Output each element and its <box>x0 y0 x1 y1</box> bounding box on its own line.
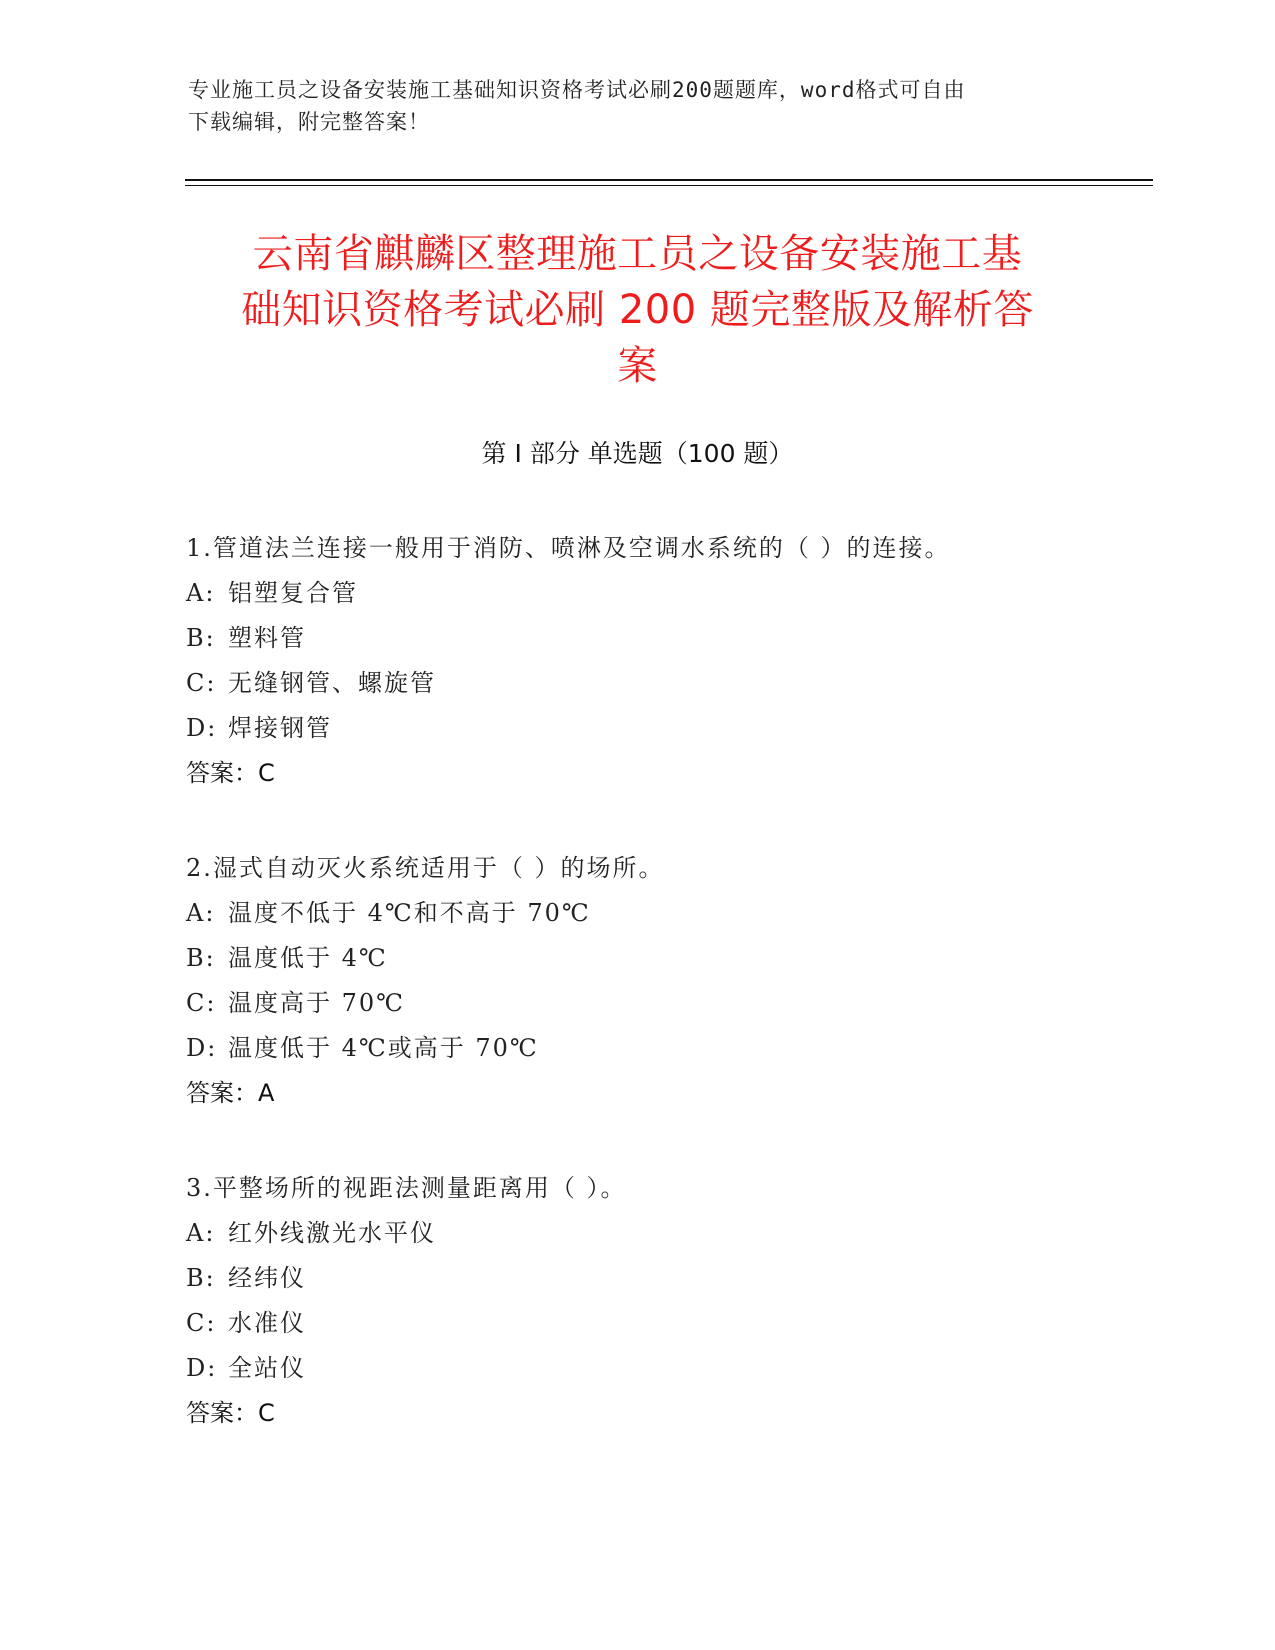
question-list <box>186 526 1136 1486</box>
header-divider-thin <box>185 185 1153 186</box>
question-stem: 3.平整场所的视距法测量距离用（ ）。 <box>186 1174 627 1202</box>
option-d <box>186 1026 1136 1071</box>
option-text: 温度不低于 4℃和不高于 70℃ <box>228 899 591 927</box>
option-text: 温度高于 70℃ <box>228 989 406 1017</box>
document-title <box>185 226 1090 394</box>
option-text: 无缝钢管、螺旋管 <box>228 669 436 697</box>
header-divider-thick <box>185 179 1153 181</box>
document-title-line-3: 案 <box>617 343 658 389</box>
question-item <box>186 526 1136 796</box>
header-note-line-2: 下载编辑，附完整答案！ <box>188 110 430 134</box>
option-label: A: <box>186 1219 216 1247</box>
option-b <box>186 1256 1136 1301</box>
option-label: B: <box>186 1264 216 1292</box>
option-a <box>186 1211 1136 1256</box>
option-label: A: <box>186 899 216 927</box>
question-stem: 1.管道法兰连接一般用于消防、喷淋及空调水系统的（ ）的连接。 <box>186 534 951 562</box>
option-text: 全站仪 <box>228 1354 306 1382</box>
option-label: D: <box>186 714 218 742</box>
option-label: C: <box>186 669 217 697</box>
option-b <box>186 616 1136 661</box>
option-d <box>186 706 1136 751</box>
option-a <box>186 891 1136 936</box>
option-label: C: <box>186 1309 217 1337</box>
option-d <box>186 1346 1136 1391</box>
question-item <box>186 1166 1136 1436</box>
option-label: B: <box>186 944 216 972</box>
section-title: 第 I 部分 单选题（100 题） <box>481 439 794 468</box>
option-text: 温度低于 4℃或高于 70℃ <box>228 1034 539 1062</box>
option-text: 铝塑复合管 <box>228 579 358 607</box>
header-note-line-1: 专业施工员之设备安装施工基础知识资格考试必刷200题题库，word格式可自由 <box>188 78 966 102</box>
answer-text: 答案：C <box>186 759 275 787</box>
option-text: 红外线激光水平仪 <box>228 1219 436 1247</box>
answer-text: 答案：C <box>186 1399 275 1427</box>
option-text: 焊接钢管 <box>228 714 332 742</box>
document-title-line-2: 础知识资格考试必刷 200 题完整版及解析答 <box>241 287 1034 333</box>
answer-text: 答案：A <box>186 1079 275 1107</box>
document-title-line-1: 云南省麒麟区整理施工员之设备安装施工基 <box>252 231 1023 277</box>
option-text: 塑料管 <box>228 624 306 652</box>
option-label: D: <box>186 1354 218 1382</box>
option-label: B: <box>186 624 216 652</box>
option-a <box>186 571 1136 616</box>
option-c <box>186 981 1136 1026</box>
option-b <box>186 936 1136 981</box>
question-stem: 2.湿式自动灭火系统适用于（ ）的场所。 <box>186 854 665 882</box>
option-label: A: <box>186 579 216 607</box>
header-note <box>188 74 1088 138</box>
option-text: 水准仪 <box>228 1309 306 1337</box>
option-c <box>186 661 1136 706</box>
option-label: C: <box>186 989 217 1017</box>
option-text: 经纬仪 <box>228 1264 306 1292</box>
option-c <box>186 1301 1136 1346</box>
option-label: D: <box>186 1034 218 1062</box>
option-text: 温度低于 4℃ <box>228 944 388 972</box>
question-item <box>186 846 1136 1116</box>
